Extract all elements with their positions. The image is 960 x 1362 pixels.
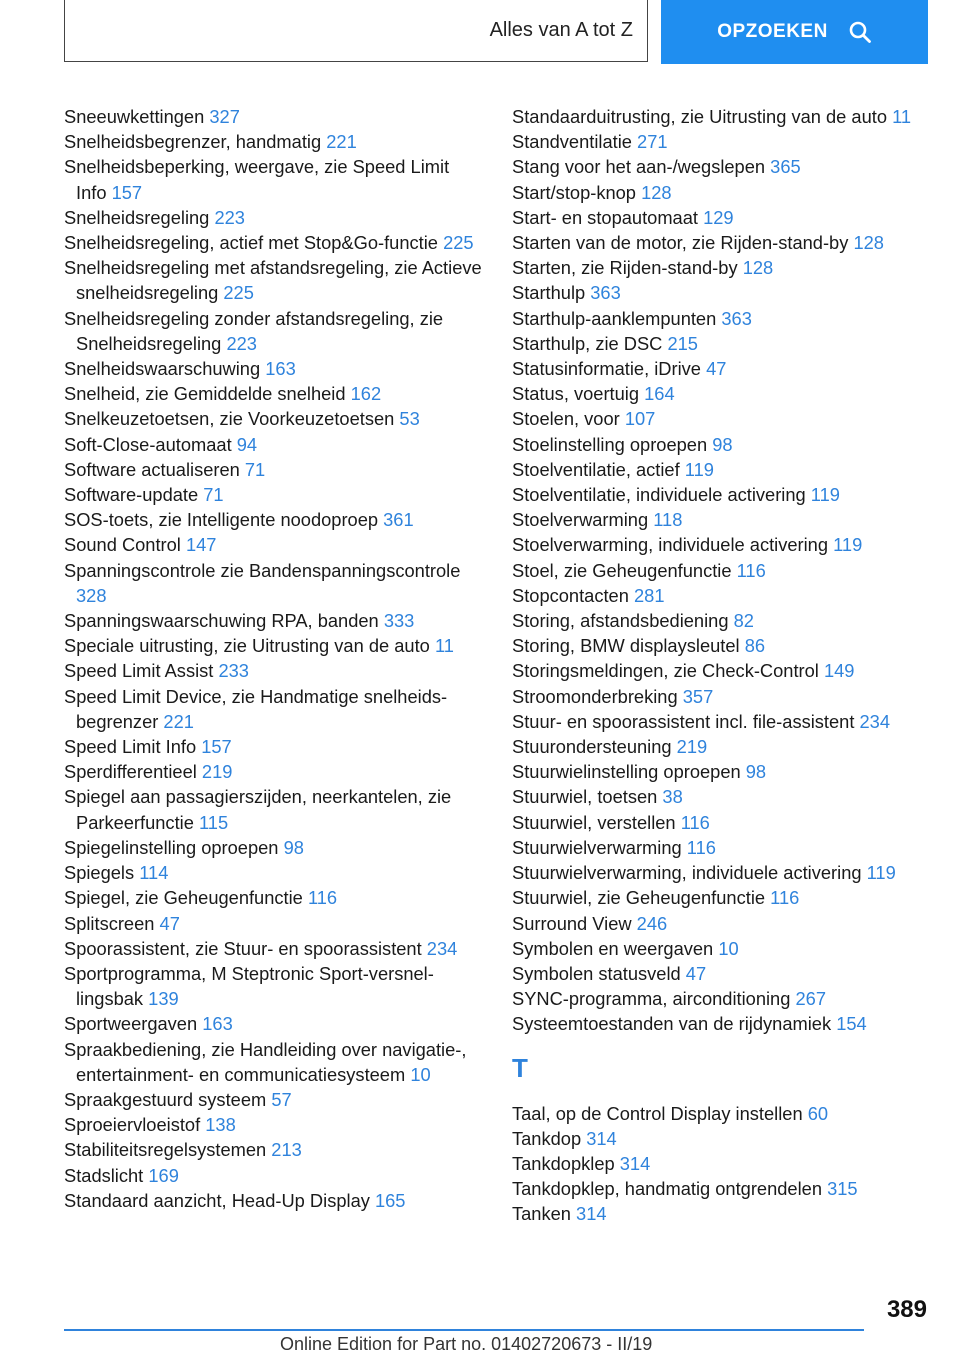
entry-text: Stuurondersteuning (512, 736, 672, 758)
entry-text: Software-update (64, 484, 199, 506)
entry-text: Soft-Close-automaat (64, 433, 232, 455)
page-reference-link[interactable]: 267 (795, 988, 827, 1010)
entry-text: Spiegel, zie Geheugenfunctie (64, 887, 303, 909)
index-entry (512, 457, 928, 482)
index-entry (512, 104, 928, 129)
page-reference-link[interactable]: 234 (426, 937, 458, 959)
entry-text: Stoel, zie Geheugenfunctie (512, 559, 732, 581)
page-reference-link[interactable]: 47 (159, 912, 180, 934)
entry-text: Stuurwiel, verstellen (512, 811, 676, 833)
index-entry (64, 306, 484, 356)
page-reference-link[interactable]: 128 (742, 257, 774, 279)
page-reference-link[interactable]: 223 (214, 206, 245, 228)
tab-label: Alles van A tot Z (489, 19, 633, 41)
page-reference-link[interactable]: 47 (706, 358, 727, 380)
entry-text: Sportweergaven (64, 1013, 198, 1035)
section-letter: T (512, 1052, 528, 1083)
page-reference-link[interactable]: 119 (833, 534, 863, 556)
index-entry (64, 558, 484, 608)
entry-text: Speed Limit Assist (64, 660, 214, 682)
index-entry (64, 911, 484, 936)
index-entry (64, 154, 484, 204)
entry-text: Snelheidswaarschuwing (64, 358, 261, 380)
index-entry (512, 936, 928, 961)
entry-text: SOS-toets, zie Intelligente noodoproep (64, 509, 379, 531)
index-entry (512, 608, 928, 633)
page-reference-link[interactable]: 234 (859, 710, 891, 732)
page-reference-link[interactable]: 128 (853, 232, 884, 254)
page-reference-link[interactable]: 98 (283, 836, 304, 858)
entry-text: Sportprogramma, M Steptronic Sport-versnellingsbak (64, 962, 434, 1010)
page-reference-link[interactable]: 139 (148, 988, 179, 1010)
page-reference-link[interactable]: 157 (201, 736, 232, 758)
index-entry (512, 658, 928, 683)
page-reference-link[interactable]: 314 (576, 1203, 607, 1225)
index-entry (512, 381, 928, 406)
index-entry (64, 734, 484, 759)
index-entry (512, 280, 928, 305)
entry-text: Snelheidsregeling (64, 206, 210, 228)
entry-text: Standventilatie (512, 131, 632, 153)
index-entry (512, 205, 928, 230)
page-reference-link[interactable]: 71 (203, 484, 224, 506)
index-entry (64, 1112, 484, 1137)
index-entry (64, 1137, 484, 1162)
page-reference-link[interactable]: 82 (733, 610, 754, 632)
entry-text: Starthulp-aanklempunten (512, 307, 717, 329)
index-entry (512, 255, 928, 280)
page-reference-link[interactable]: 327 (209, 106, 240, 127)
entry-text: SYNC-programma, airconditioning (512, 988, 791, 1010)
page-reference-link[interactable]: 98 (745, 761, 767, 783)
entry-text: Stuurwielverwarming, individuele activering (512, 862, 862, 884)
page-reference-link[interactable]: 162 (350, 383, 382, 405)
page-reference-link[interactable]: 221 (326, 131, 357, 153)
page-reference-link[interactable]: 163 (265, 358, 296, 380)
opzoeken-label: OPZOEKEN (717, 21, 828, 42)
index-entry (64, 507, 484, 532)
entry-text: Standaarduitrusting, zie Uitrusting van de auto (512, 106, 887, 127)
index-entry (64, 608, 484, 633)
index-entry (64, 104, 484, 129)
page-reference-link[interactable]: 53 (399, 408, 420, 430)
page-reference-link[interactable]: 246 (636, 912, 668, 934)
index-entry (512, 911, 928, 936)
entry-text: Stroomonderbreking (512, 685, 678, 707)
page-reference-link[interactable]: 116 (736, 559, 766, 581)
index-entry (512, 986, 928, 1011)
index-entry (64, 230, 484, 255)
index-entry (512, 835, 928, 860)
index-entry (512, 1126, 928, 1151)
index-entry (512, 633, 928, 658)
entry-text: Starthulp, zie DSC (512, 332, 663, 354)
index-t-entries (512, 1101, 928, 1227)
index-entry (64, 1087, 484, 1112)
entry-text: Stuurwiel, toetsen (512, 786, 658, 808)
index-entry (64, 406, 484, 431)
entry-text: Taal, op de Control Display instellen (512, 1102, 803, 1124)
page-reference-link[interactable]: 233 (218, 660, 249, 682)
page-reference-link[interactable]: 86 (744, 635, 766, 657)
page-reference-link[interactable]: 225 (443, 232, 474, 254)
index-entry (64, 784, 484, 834)
page-reference-link[interactable]: 357 (682, 685, 714, 707)
page-reference-link[interactable]: 271 (637, 131, 668, 153)
entry-text: Starten, zie Rijden-stand-by (512, 257, 738, 279)
page-reference-link[interactable]: 221 (163, 710, 194, 732)
page-reference-link[interactable]: 314 (586, 1127, 617, 1149)
entry-text: Symbolen statusveld (512, 962, 681, 984)
index-entry (64, 1188, 484, 1213)
entry-text: Snelheidsregeling zonder afstandsregeling, zie Snelheidsregeling (64, 307, 444, 354)
entry-text: Spraakgestuurd systeem (64, 1088, 267, 1110)
page-reference-link[interactable]: 225 (223, 282, 254, 304)
entry-text: Spoorassistent, zie Stuur- en spoorassistent (64, 937, 422, 959)
page-reference-link[interactable]: 107 (624, 408, 656, 430)
page-reference-link[interactable]: 365 (770, 156, 801, 178)
entry-text: Stadslicht (64, 1164, 144, 1186)
index-column-left (64, 104, 484, 1213)
entry-text: Sound Control (64, 534, 181, 556)
entry-text: Spiegelinstelling oproepen (64, 836, 279, 858)
entry-text: Spiegel aan passagierszijden, neerkantelen, zie Parkeerfunctie (64, 786, 452, 833)
page-reference-link[interactable]: 60 (807, 1102, 829, 1124)
entry-text: Software actualiseren (64, 458, 240, 480)
index-entry (512, 180, 928, 205)
page-reference-link[interactable]: 363 (721, 307, 752, 329)
page-reference-link[interactable]: 219 (676, 736, 708, 758)
page-reference-link[interactable]: 119 (684, 458, 714, 480)
page-reference-link[interactable]: 315 (827, 1178, 858, 1200)
entry-text: Snelheidsbeperking, weergave, zie Speed Limit Info (64, 156, 450, 203)
index-entry (512, 759, 928, 784)
index-entry (64, 961, 484, 1011)
page-reference-link[interactable]: 114 (139, 862, 169, 884)
index-column-right (512, 104, 928, 1227)
index-entry (512, 1101, 928, 1126)
page-reference-link[interactable]: 213 (271, 1139, 302, 1161)
index-entry (512, 230, 928, 255)
top-navigation (64, 0, 928, 64)
page-reference-link[interactable]: 169 (148, 1164, 179, 1186)
entry-text: Stuurwielinstelling oproepen (512, 761, 741, 783)
entry-text: Speed Limit Device, zie Handmatige snelheidsbegrenzer (64, 685, 448, 732)
index-entry (512, 507, 928, 532)
index-entry (64, 381, 484, 406)
entry-text: Stoelventilatie, actief (512, 458, 680, 480)
page-reference-link[interactable]: 57 (271, 1088, 292, 1110)
index-entry (512, 709, 928, 734)
index-entry (64, 129, 484, 154)
page-reference-link[interactable]: 11 (892, 106, 912, 127)
page-reference-link[interactable]: 10 (410, 1063, 431, 1085)
entry-text: Tankdop (512, 1127, 582, 1149)
footer-text: Online Edition for Part no. 01402720673 - II/19 (280, 1334, 653, 1354)
entry-text: Stoelventilatie, individuele activering (512, 484, 806, 506)
page-reference-link[interactable]: 314 (619, 1152, 651, 1174)
entry-text: Storing, afstandsbediening (512, 610, 729, 632)
page-reference-link[interactable]: 98 (712, 433, 733, 455)
entry-text: Tanken (512, 1203, 571, 1225)
index-entry (64, 356, 484, 381)
page-reference-link[interactable]: 116 (307, 887, 338, 909)
entry-text: Tankdopklep, handmatig ontgrendelen (512, 1178, 822, 1200)
index-s-entries (512, 104, 928, 1037)
page-reference-link[interactable]: 119 (866, 862, 896, 884)
page-number: 389 (886, 1296, 927, 1323)
entry-text: Stang voor het aan-/wegslepen (512, 156, 766, 178)
page-reference-link[interactable]: 157 (111, 181, 143, 203)
page-reference-link[interactable]: 11 (434, 635, 454, 657)
entry-text: Status, voertuig (512, 383, 640, 405)
index-entry (512, 1011, 928, 1036)
page-reference-link[interactable]: 128 (641, 181, 672, 203)
entry-text: Snelheidsregeling met afstandsregeling, zie Actieve snelheidsregeling (64, 257, 482, 304)
page-reference-link[interactable]: 119 (810, 484, 840, 506)
entry-text: Spanningscontrole zie Bandenspanningscontrole (64, 559, 461, 581)
page-reference-link[interactable]: 129 (703, 206, 734, 228)
index-entry (64, 936, 484, 961)
index-entry (64, 860, 484, 885)
index-entry (512, 129, 928, 154)
index-entry (64, 1011, 484, 1036)
index-entry (64, 885, 484, 910)
index-entry (512, 810, 928, 835)
entry-text: Stabiliteitsregelsystemen (64, 1139, 267, 1161)
page-reference-link[interactable]: 116 (686, 836, 716, 858)
page-reference-link[interactable]: 47 (685, 962, 707, 984)
entry-text: Starten van de motor, zie Rijden-stand-by (512, 232, 849, 254)
entry-text: Stuurwiel, zie Geheugenfunctie (512, 887, 766, 909)
entry-text: Spraakbediening, zie Handleiding over navigatie-, entertainment- en communicatiesysteem (64, 1038, 467, 1085)
index-entry (512, 432, 928, 457)
entry-text: Storingsmeldingen, zie Check-Control (512, 660, 819, 682)
page-reference-link[interactable]: 116 (770, 887, 800, 909)
entry-text: Speed Limit Info (64, 736, 197, 758)
entry-text: Stoelverwarming, individuele activering (512, 534, 829, 556)
page-reference-link[interactable]: 71 (244, 458, 266, 480)
page-reference-link[interactable]: 333 (383, 610, 415, 632)
entry-text: Systeemtoestanden van de rijdynamiek (512, 1013, 832, 1035)
page-reference-link[interactable]: 147 (185, 534, 217, 556)
entry-text: Surround View (512, 912, 632, 934)
index-entry (64, 205, 484, 230)
entry-text: Sneeuwkettingen (64, 106, 205, 127)
page-reference-link[interactable]: 281 (633, 584, 665, 606)
footer-divider (64, 1329, 864, 1331)
entry-text: Tankdopklep (512, 1152, 615, 1174)
entry-text: Statusinformatie, iDrive (512, 358, 701, 380)
page-reference-link[interactable]: 223 (226, 332, 257, 354)
page-reference-link[interactable]: 149 (823, 660, 855, 682)
entry-text: Stoelen, voor (512, 408, 620, 430)
page-reference-link[interactable]: 361 (383, 509, 414, 531)
entry-text: Speciale uitrusting, zie Uitrusting van de auto (64, 635, 430, 657)
entry-text: Spanningswaarschuwing RPA, banden (64, 610, 379, 632)
entry-text: Standaard aanzicht, Head-Up Display (64, 1189, 370, 1211)
index-entry (512, 482, 928, 507)
index-entry (512, 306, 928, 331)
index-entry (512, 961, 928, 986)
index-entry (512, 406, 928, 431)
page-reference-link[interactable]: 116 (680, 811, 710, 833)
page-reference-link[interactable]: 10 (718, 937, 739, 959)
entry-text: Start- en stopautomaat (512, 206, 698, 228)
index-entry (64, 482, 484, 507)
index-entry (512, 684, 928, 709)
entry-text: Spiegels (64, 862, 135, 884)
page-reference-link[interactable]: 138 (205, 1114, 236, 1136)
entry-text: Splitscreen (64, 912, 155, 934)
index-entry (64, 684, 484, 734)
index-entry (512, 331, 928, 356)
entry-text: Stuur- en spoorassistent incl. file-assistent (512, 710, 855, 732)
entry-text: Stopcontacten (512, 584, 629, 606)
index-entry (512, 558, 928, 583)
index-entry (64, 457, 484, 482)
entry-text: Snelheid, zie Gemiddelde snelheid (64, 383, 346, 405)
index-entry (64, 532, 484, 557)
index-entry (64, 1163, 484, 1188)
index-entry (512, 532, 928, 557)
page-reference-link[interactable]: 164 (644, 383, 675, 405)
index-entry (64, 759, 484, 784)
index-entry (512, 734, 928, 759)
entry-text: Sproeiervloeistof (64, 1114, 201, 1136)
entry-text: Stuurwielverwarming (512, 836, 682, 858)
index-entry (512, 1151, 928, 1176)
page-reference-link[interactable]: 219 (201, 761, 233, 783)
entry-text: Snelkeuzetoetsen, zie Voorkeuzetoetsen (64, 408, 395, 430)
entry-text: Snelheidsbegrenzer, handmatig (64, 131, 322, 153)
entry-text: Start/stop-knop (512, 181, 636, 203)
entry-text: Snelheidsregeling, actief met Stop&Go-functie (64, 232, 438, 254)
index-entry (512, 1176, 928, 1201)
index-entry (64, 432, 484, 457)
page-reference-link[interactable]: 94 (236, 433, 258, 455)
index-entry (64, 835, 484, 860)
index-entry (512, 583, 928, 608)
entry-text: Stoelverwarming (512, 509, 649, 531)
index-entry (64, 255, 484, 305)
index-entry (64, 1037, 484, 1087)
tab-alles-van-a-tot-z[interactable] (64, 0, 648, 62)
page-reference-link[interactable]: 363 (590, 282, 621, 304)
index-entry (512, 784, 928, 809)
search-icon (848, 20, 872, 44)
index-entry (512, 885, 928, 910)
entry-text: Symbolen en weergaven (512, 937, 714, 959)
page-reference-link[interactable]: 215 (667, 332, 698, 354)
page-reference-link[interactable]: 115 (198, 811, 229, 833)
entry-text: Starthulp (512, 282, 586, 304)
opzoeken-button[interactable] (661, 0, 928, 64)
index-entry (64, 633, 484, 658)
index-entry (512, 860, 928, 885)
index-entry (64, 658, 484, 683)
entry-text: Sperdifferentieel (64, 761, 197, 783)
page-reference-link[interactable]: 163 (202, 1013, 233, 1035)
page-reference-link[interactable]: 328 (76, 584, 107, 606)
page-reference-link[interactable]: 38 (662, 786, 683, 808)
index-entry (512, 154, 928, 179)
index-entry (512, 356, 928, 381)
entry-text: Stoelinstelling oproepen (512, 433, 708, 455)
entry-text: Storing, BMW displaysleutel (512, 635, 740, 657)
index-entry (512, 1201, 928, 1226)
page-reference-link[interactable]: 154 (836, 1013, 867, 1035)
page-reference-link[interactable]: 118 (653, 509, 683, 531)
page-reference-link[interactable]: 165 (374, 1189, 406, 1211)
